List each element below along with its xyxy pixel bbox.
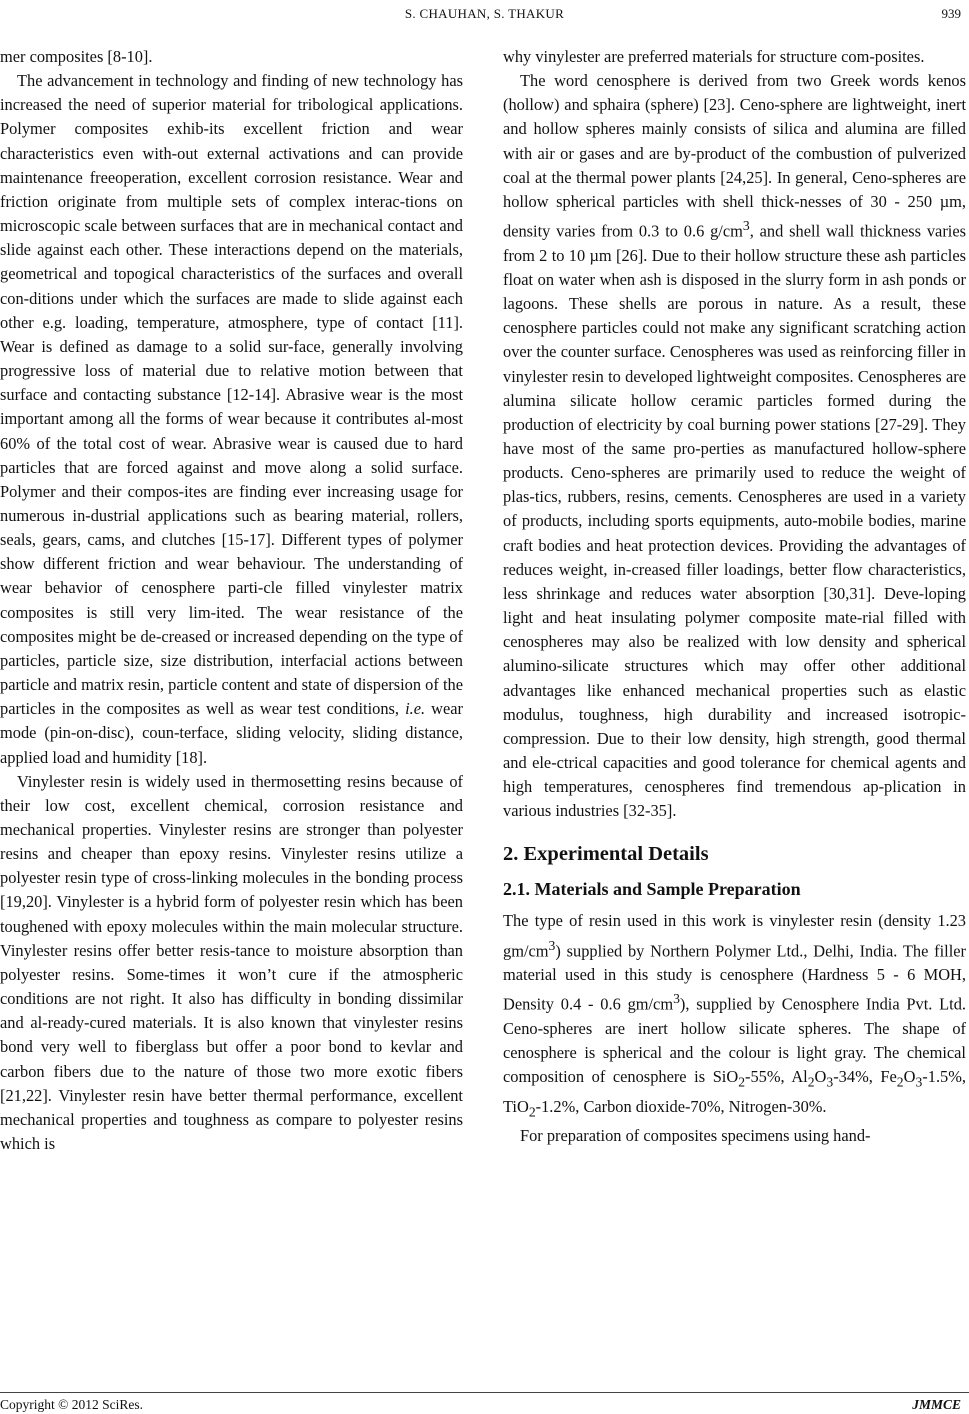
subsection-heading: 2.1. Materials and Sample Preparation	[503, 879, 801, 900]
paragraph-materials: The type of resin used in this work is vinylester resin (density 1.23 $gm/cm^3$) supplied by Northern Polymer Ltd., Delhi, India. The filler material used in this study is cenosphere (Hardness 5 - 6 MOH, Density 0.4 - 0.6 $gm/cm^3$), supplied by Cenosphere India Pvt. Ltd. Ceno-spheres are inert hollow silicate spheres. The shape of cenosphere is spherical and the colour is light gray. The chemical composition of cenosphere is SiO$_2$-55%, $Al_2O_3-34\%$, $Fe_2O_3-1.5\%$, TiO$_2$-1.2%, Carbon dioxide-70%, Nitrogen-30%.	[503, 911, 966, 1120]
copyright-notice: Copyright © 2012 SciRes.	[0, 1397, 144, 1412]
paragraph-preparation: For preparation of composites specimens using hand-	[520, 1126, 871, 1146]
paragraph-continuation: mer composites [8-10].	[0, 47, 153, 66]
journal-abbreviation: JMMCE	[912, 1397, 961, 1412]
paragraph-cenosphere: The word cenosphere is derived from two Greek words kenos (hollow) and sphaira (sphere) [23]. Ceno-sphere are lightweight, inert and hollow spheres mainly consists of silica and alumina are filled with air or gases and are by-product of the combustion of pulverized coal at the thermal power plants [24,25]. In general, Ceno-spheres are hollow spherical particles with shell thick-nesses of 30 - 250 µm, density varies from 0.3 to 0.6 $g/cm^3$, and shell wall thickness varies from 2 to 10 µm [26]. Due to their hollow structure these ash particles float on water when ash is disposed in the slurry form in ash ponds or lagoons. These shells are porous in nature. As a result, these cenosphere particles could not make any significant scratching action over the counter surface. Cenospheres was used as reinforcing filler in vinylester resin to developed lightweight composites. Cenospheres are alumina silicate hollow ceramic particles formed during the production of electricity by coal burning power stations [27-29]. They have most of the same pro-perties as manufactured hollow-sphere products. Ceno-spheres are primarily used to reduce the weight of plas-tics, rubbers, resins, cements. Cenospheres are used in a variety of products, including sports equipments, auto-mobile bodies, marine craft bodies and heat protection devices. Providing the advantages of reduces weight, in-creased filler loadings, better flow characteristics, less shrinkage and reduces water absorption [30,31]. Deve-loping light and heat insulating polymer composite mate-rial filled with cenospheres may also be realized with low density and spherical alumino-silicate structures which may offer other additional advantages like enhanced mechanical properties such as elastic modulus, toughness, high durability and increased isotropic-compression. Due to their low density, high strength, good thermal and ele-ctrical capacities and good tolerance for chemical agents and high temperatures, cenospheres find tremendous ap-plication in various industries [32-35].	[503, 71, 966, 821]
paragraph-continuation-right: why vinylester are preferred materials for structure com-posites.	[503, 47, 925, 66]
section-heading: 2. Experimental Details	[503, 843, 709, 866]
paragraph-tribology: The advancement in technology and finding of new technology has increased the need of superior material for tribological applications. Polymer composites exhib-its excellent friction and wear characteristics even with-out external activations and can provide maintenance freeoperation, excellent corrosion resistance. Wear and friction originate from multiple sets of complex interac-tions on microscopic scale between surfaces that are in mechanical contact and slide against each other. These interactions depend on the materials, geometrical and topogical characteristics of the surfaces and overall con-ditions under which the surfaces are made to slide against each other e.g. loading, temperature, atmosphere, type of contact [11]. Wear is defined as damage to a solid sur-face, generally involving progressive loss of material due to relative motion between that surface and contacting substance [12-14]. Abrasive wear is the most important among all the forms of wear because it contributes al-most 60% of the total cost of wear. Abrasive wear is caused due to hard particles that are forced against and move along a solid surface. Polymer and their compos-ites are finding ever increasing usage for numerous in-dustrial applications such as bearing material, rollers, seals, gears, cams, and clutches [15-17]. Different types of polymer show different friction and wear behaviour. The understanding of wear behavior of cenosphere parti-cle filled vinylester matrix composites is still very lim-ited. The wear resistance of the composites might be de-creased or increased depending on the type of particles, particle size, size distribution, interfacial actions between particle and matrix resin, particle content and state of dispersion of the particles in the composites as well as wear test conditions, i.e. wear mode (pin-on-disc), coun-terface, sliding velocity, sliding distance, applied load and humidity [18].	[0, 71, 463, 767]
left-column	[0, 45, 463, 1156]
italic-ie: i.e.	[405, 699, 426, 719]
paragraph-vinylester: Vinylester resin is widely used in thermosetting resins because of their low cost, excellent chemical, corrosion resistance and mechanical properties. Vinylester resins are stronger than polyester resins and cheaper than epoxy resins. Vinylester resins utilize a polyester resin type of cross-linking molecules in the bonding process [19,20]. Vinylester is a hybrid form of polyester resin which has been toughened with epoxy molecules within the main molecular structure. Vinylester resins offer better resis-tance to moisture absorption than polyester resins. Some-times it won’t cure if the atmospheric conditions are not right. It also has difficulty in bonding dissimilar and al-ready-cured materials. It is also known that vinylester resins bond very well to fiberglass but offer a poor bond to kevlar and carbon fibers due to the nature of those two more exotic fibers [21,22]. Vinylester resin have better thermal performance, excellent mechanical properties and toughness as compare to polyester resins which is	[0, 771, 463, 1154]
right-column	[503, 45, 966, 1148]
running-title: S. CHAUHAN, S. THAKUR	[404, 6, 565, 21]
footer-divider	[0, 1392, 969, 1393]
page-header	[0, 6, 969, 24]
page-number: 939	[941, 6, 961, 21]
